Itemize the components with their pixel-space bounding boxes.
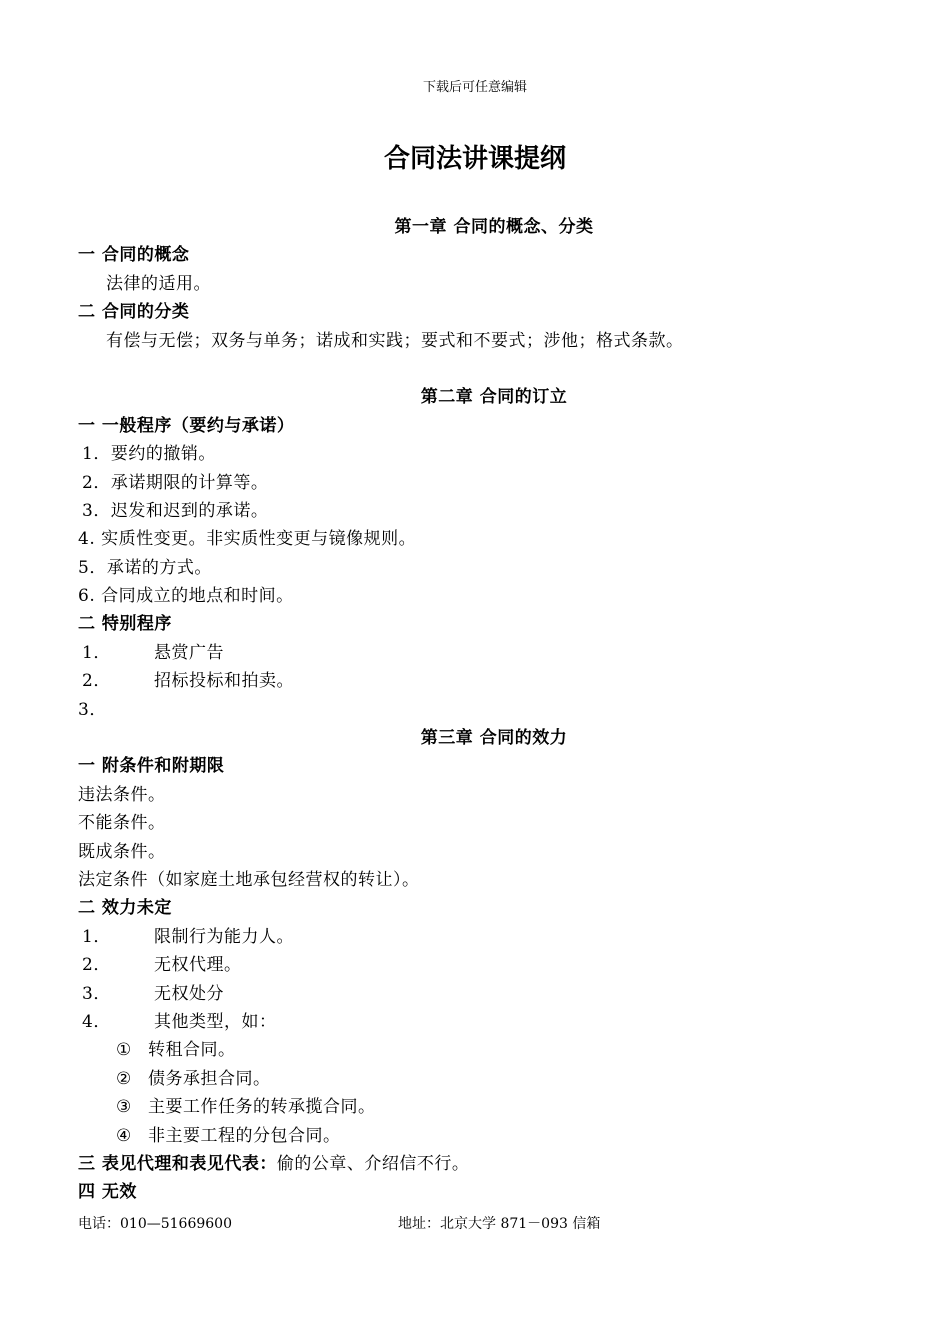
list-item <box>78 923 878 951</box>
ch3-section-3-text: 偷的公章、介绍信不行。 <box>276 1153 470 1174</box>
ch1-section-1-text: 法律的适用。 <box>106 273 211 294</box>
circled-number: ② <box>116 1068 132 1089</box>
list-item: 4. 实质性变更。非实质性变更与镜像规则。 <box>78 529 417 550</box>
chapter-3-heading: 第三章 合同的效力 <box>420 728 568 749</box>
ch2-section-1-title: 一 一般程序（要约与承诺） <box>78 415 295 436</box>
item-text: 限制行为能力人。 <box>154 926 294 947</box>
item-text: 无权代理。 <box>154 955 242 976</box>
item-text: 非主要工程的分包合同。 <box>148 1125 341 1146</box>
circled-number: ③ <box>116 1097 132 1118</box>
chapter-1-heading: 第一章 合同的概念、分类 <box>394 217 594 237</box>
ch3-section-4-title: 四 无效 <box>78 1182 137 1203</box>
item-number: 3． <box>78 699 107 720</box>
list-item: 不能条件。 <box>78 813 166 834</box>
list-item: 3．迟发和迟到的承诺。 <box>82 500 269 521</box>
list-item: 2．承诺期限的计算等。 <box>82 472 269 493</box>
ch1-section-2-title: 二 合同的分类 <box>78 302 190 323</box>
footer-address: 地址：北京大学 871－093 信箱 <box>398 1216 601 1232</box>
item-text: 转租合同。 <box>148 1040 236 1061</box>
sub-list-item <box>78 1122 878 1150</box>
document-title: 合同法讲课提纲 <box>383 144 566 174</box>
item-number: 2． <box>82 955 111 976</box>
ch3-section-1-title: 一 附条件和附期限 <box>78 756 225 777</box>
item-text: 债务承担合同。 <box>148 1068 271 1089</box>
item-text: 悬赏广告 <box>154 642 224 663</box>
list-item <box>78 951 878 979</box>
list-item <box>78 1008 878 1036</box>
ch1-section-1-title: 一 合同的概念 <box>78 245 190 266</box>
list-item: 5．承诺的方式。 <box>78 557 212 578</box>
list-item: 6. 合同成立的地点和时间。 <box>78 586 294 607</box>
footer-phone: 电话：010—51669600 <box>78 1216 232 1232</box>
list-item: 法定条件（如家庭土地承包经营权的转让）。 <box>78 869 420 890</box>
sub-list-item <box>78 1065 878 1093</box>
item-text: 招标投标和拍卖。 <box>154 671 294 692</box>
circled-number: ④ <box>116 1125 132 1146</box>
spacer <box>78 355 878 383</box>
ch1-section-2-text: 有偿与无偿；双务与单务；诺成和实践；要式和不要式；涉他；格式条款。 <box>106 330 684 351</box>
item-number: 2． <box>82 671 111 692</box>
list-item: 违法条件。 <box>78 784 166 805</box>
item-text: 其他类型，如： <box>154 1011 277 1032</box>
sub-list-item <box>78 1093 878 1121</box>
ch3-section-2-title: 二 效力未定 <box>78 898 172 919</box>
list-item: 1．要约的撤销。 <box>82 444 216 465</box>
list-item <box>78 696 878 724</box>
item-text: 主要工作任务的转承揽合同。 <box>148 1097 376 1118</box>
header-note: 下载后可任意编辑 <box>422 80 527 95</box>
item-number: 1． <box>82 642 111 663</box>
list-item <box>78 980 878 1008</box>
ch3-section-3 <box>78 1150 878 1178</box>
document-body <box>78 213 878 1207</box>
sub-list-item <box>78 1036 878 1064</box>
list-item <box>78 667 878 695</box>
item-text: 无权处分 <box>154 983 224 1004</box>
chapter-2-heading: 第二章 合同的订立 <box>420 387 568 408</box>
ch3-section-3-title: 三 表见代理和表见代表： <box>78 1153 277 1174</box>
list-item <box>78 639 878 667</box>
item-number: 4． <box>82 1011 111 1032</box>
ch2-section-2-title: 二 特别程序 <box>78 614 172 635</box>
item-number: 1． <box>82 926 111 947</box>
circled-number: ① <box>116 1040 132 1061</box>
item-number: 3． <box>82 983 111 1004</box>
list-item: 既成条件。 <box>78 841 166 862</box>
